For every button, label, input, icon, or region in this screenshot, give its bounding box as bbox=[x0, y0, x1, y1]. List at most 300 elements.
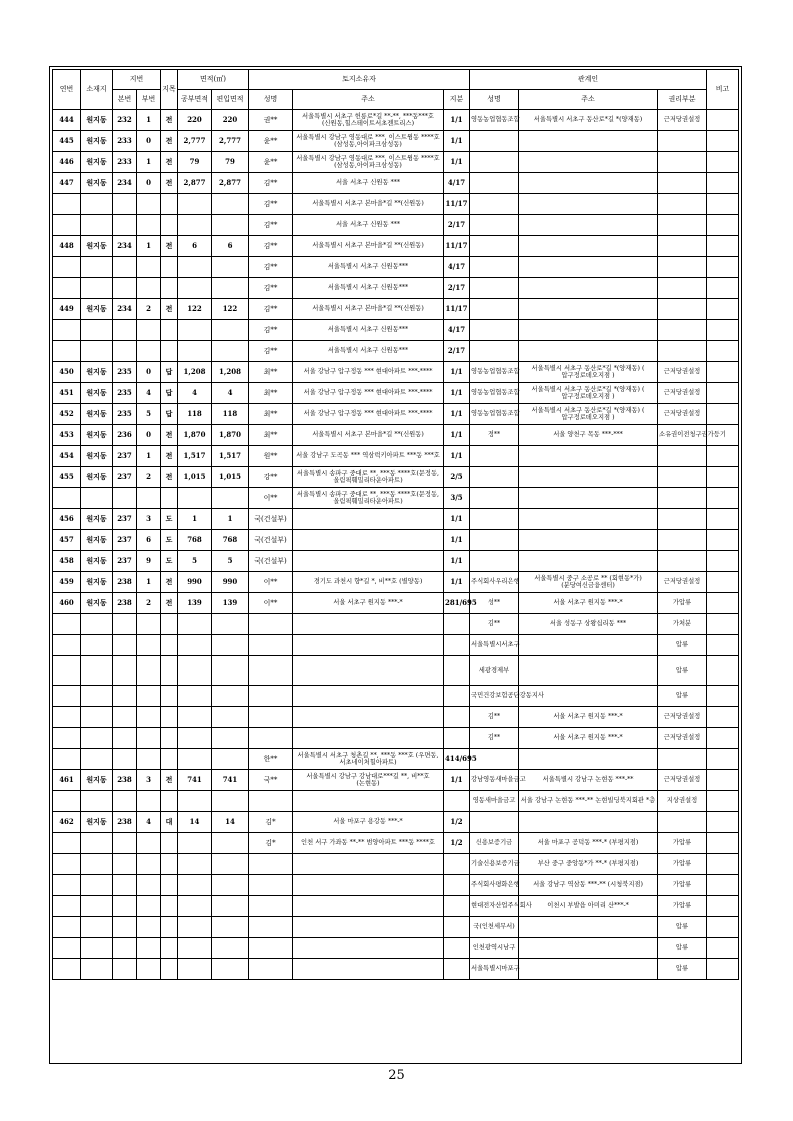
cell-right: 근저당권설정 bbox=[658, 383, 707, 404]
cell-seq: 459 bbox=[53, 572, 81, 593]
cell-incorp-area: 2,877 bbox=[212, 173, 249, 194]
cell-sub-no bbox=[137, 707, 161, 728]
cell-share bbox=[444, 854, 470, 875]
table-row bbox=[53, 320, 739, 341]
cell-incorp-area bbox=[212, 791, 249, 812]
cell-category: 도 bbox=[161, 530, 178, 551]
header-area: 면적(㎡) bbox=[178, 70, 249, 90]
cell-owner-name bbox=[249, 791, 293, 812]
cell-owner-name: 김* bbox=[249, 833, 293, 854]
cell-location bbox=[81, 488, 113, 509]
cell-right bbox=[658, 278, 707, 299]
cell-owner-addr bbox=[293, 896, 444, 917]
cell-note bbox=[707, 593, 739, 614]
cell-sub-no bbox=[137, 791, 161, 812]
cell-public-area: 1,208 bbox=[178, 362, 212, 383]
cell-right bbox=[658, 509, 707, 530]
header-incorp-area: 편입면적 bbox=[212, 90, 249, 110]
cell-party-addr bbox=[519, 635, 658, 656]
cell-public-area: 4 bbox=[178, 383, 212, 404]
cell-location: 원지동 bbox=[81, 131, 113, 152]
cell-category bbox=[161, 938, 178, 959]
cell-incorp-area bbox=[212, 488, 249, 509]
cell-location: 원지동 bbox=[81, 446, 113, 467]
cell-share: 1/1 bbox=[444, 551, 470, 572]
cell-main-no bbox=[113, 194, 137, 215]
cell-location: 원지동 bbox=[81, 383, 113, 404]
cell-party-name bbox=[470, 341, 519, 362]
cell-party-addr bbox=[519, 152, 658, 173]
cell-public-area bbox=[178, 686, 212, 707]
cell-incorp-area bbox=[212, 728, 249, 749]
cell-party-name bbox=[470, 257, 519, 278]
cell-seq bbox=[53, 320, 81, 341]
cell-party-addr bbox=[519, 959, 658, 980]
cell-main-no bbox=[113, 749, 137, 770]
cell-incorp-area: 768 bbox=[212, 530, 249, 551]
cell-seq bbox=[53, 686, 81, 707]
cell-owner-addr: 서울특별시 서초구 신원동*** bbox=[293, 320, 444, 341]
cell-note bbox=[707, 959, 739, 980]
cell-seq: 446 bbox=[53, 152, 81, 173]
cell-location bbox=[81, 614, 113, 635]
cell-incorp-area bbox=[212, 749, 249, 770]
table-row bbox=[53, 488, 739, 509]
cell-note bbox=[707, 257, 739, 278]
cell-owner-addr bbox=[293, 635, 444, 656]
cell-location bbox=[81, 341, 113, 362]
cell-sub-no bbox=[137, 938, 161, 959]
cell-sub-no: 3 bbox=[137, 770, 161, 791]
cell-note bbox=[707, 833, 739, 854]
cell-public-area bbox=[178, 728, 212, 749]
cell-seq: 453 bbox=[53, 425, 81, 446]
cell-party-name: 기술신용보증기금 bbox=[470, 854, 519, 875]
cell-share bbox=[444, 707, 470, 728]
cell-note bbox=[707, 383, 739, 404]
cell-party-name: 서울특별시서초구 bbox=[470, 635, 519, 656]
cell-sub-no bbox=[137, 686, 161, 707]
cell-owner-addr bbox=[293, 656, 444, 686]
cell-note bbox=[707, 938, 739, 959]
cell-note bbox=[707, 749, 739, 770]
table-row bbox=[53, 833, 739, 854]
cell-right: 근저당권설정 bbox=[658, 572, 707, 593]
cell-party-name: 김** bbox=[470, 707, 519, 728]
cell-right bbox=[658, 152, 707, 173]
cell-category bbox=[161, 749, 178, 770]
cell-main-no bbox=[113, 791, 137, 812]
cell-main-no bbox=[113, 707, 137, 728]
cell-right: 압류 bbox=[658, 938, 707, 959]
cell-public-area: 139 bbox=[178, 593, 212, 614]
cell-owner-addr: 서울 강남구 압구정동 *** 현대아파트 ***-**** bbox=[293, 362, 444, 383]
cell-owner-addr: 서울특별시 서초구 청촌길 **, ***동 ***호 (우면동,서초네이처힐아파트) bbox=[293, 749, 444, 770]
cell-seq: 450 bbox=[53, 362, 81, 383]
cell-sub-no bbox=[137, 635, 161, 656]
table-row bbox=[53, 875, 739, 896]
cell-incorp-area: 79 bbox=[212, 152, 249, 173]
cell-share: 1/1 bbox=[444, 530, 470, 551]
cell-main-no bbox=[113, 257, 137, 278]
cell-share: 11/17 bbox=[444, 299, 470, 320]
cell-owner-name: 김* bbox=[249, 812, 293, 833]
cell-category bbox=[161, 635, 178, 656]
cell-share: 1/1 bbox=[444, 446, 470, 467]
cell-main-no bbox=[113, 488, 137, 509]
cell-public-area bbox=[178, 341, 212, 362]
cell-share: 1/1 bbox=[444, 383, 470, 404]
cell-right bbox=[658, 467, 707, 488]
cell-location: 원지동 bbox=[81, 152, 113, 173]
cell-party-addr: 부산 중구 중앙동*가 **-* (부평지점) bbox=[519, 854, 658, 875]
cell-right bbox=[658, 215, 707, 236]
cell-location bbox=[81, 320, 113, 341]
cell-main-no bbox=[113, 686, 137, 707]
cell-party-name bbox=[470, 278, 519, 299]
cell-owner-name: 이** bbox=[249, 488, 293, 509]
table-row bbox=[53, 551, 739, 572]
cell-note bbox=[707, 362, 739, 383]
cell-sub-no bbox=[137, 257, 161, 278]
cell-share: 11/17 bbox=[444, 236, 470, 257]
table-row bbox=[53, 194, 739, 215]
cell-incorp-area: 1,015 bbox=[212, 467, 249, 488]
cell-sub-no bbox=[137, 875, 161, 896]
cell-incorp-area bbox=[212, 635, 249, 656]
cell-note bbox=[707, 509, 739, 530]
cell-share bbox=[444, 614, 470, 635]
cell-location: 원지동 bbox=[81, 425, 113, 446]
cell-category bbox=[161, 875, 178, 896]
cell-seq: 454 bbox=[53, 446, 81, 467]
cell-seq: 447 bbox=[53, 173, 81, 194]
cell-main-no bbox=[113, 614, 137, 635]
cell-party-addr bbox=[519, 551, 658, 572]
cell-owner-name bbox=[249, 635, 293, 656]
cell-right bbox=[658, 320, 707, 341]
header-category: 지목 bbox=[161, 70, 178, 110]
cell-owner-name: 이** bbox=[249, 572, 293, 593]
cell-category bbox=[161, 707, 178, 728]
table-row bbox=[53, 728, 739, 749]
cell-right bbox=[658, 551, 707, 572]
cell-sub-no bbox=[137, 656, 161, 686]
cell-sub-no bbox=[137, 833, 161, 854]
cell-share: 2/17 bbox=[444, 341, 470, 362]
cell-sub-no bbox=[137, 749, 161, 770]
cell-right: 가압류 bbox=[658, 896, 707, 917]
cell-party-name bbox=[470, 320, 519, 341]
header-location: 소재지 bbox=[81, 70, 113, 110]
cell-main-no: 233 bbox=[113, 152, 137, 173]
cell-incorp-area: 1 bbox=[212, 509, 249, 530]
cell-right bbox=[658, 812, 707, 833]
cell-owner-addr: 서울특별시 송파구 중대로 **, ***동 ****호(문정동, 올림픽훼밀리타운아파트) bbox=[293, 467, 444, 488]
cell-main-no bbox=[113, 917, 137, 938]
cell-owner-addr: 서울 강남구 압구정동 *** 현대아파트 ***-**** bbox=[293, 404, 444, 425]
cell-party-addr: 서울특별시 서초구 동산로*길 *(양재동) ( 압구정로데오지점 ) bbox=[519, 404, 658, 425]
cell-note bbox=[707, 194, 739, 215]
cell-main-no bbox=[113, 728, 137, 749]
cell-share bbox=[444, 728, 470, 749]
cell-sub-no: 2 bbox=[137, 299, 161, 320]
cell-seq bbox=[53, 875, 81, 896]
cell-note bbox=[707, 896, 739, 917]
cell-location bbox=[81, 686, 113, 707]
cell-seq bbox=[53, 791, 81, 812]
cell-incorp-area: 139 bbox=[212, 593, 249, 614]
table-row bbox=[53, 959, 739, 980]
cell-owner-addr bbox=[293, 509, 444, 530]
cell-party-name: 영동농업협동조합 bbox=[470, 110, 519, 131]
cell-note bbox=[707, 686, 739, 707]
cell-right: 근저당권설정 bbox=[658, 110, 707, 131]
cell-party-addr bbox=[519, 131, 658, 152]
cell-party-addr: 서울 강남구 논현동 ***-** 논현빌딩북지회관 *층 bbox=[519, 791, 658, 812]
table-row bbox=[53, 509, 739, 530]
cell-public-area bbox=[178, 257, 212, 278]
cell-seq: 455 bbox=[53, 467, 81, 488]
cell-location bbox=[81, 896, 113, 917]
cell-main-no bbox=[113, 833, 137, 854]
cell-public-area bbox=[178, 749, 212, 770]
cell-seq: 462 bbox=[53, 812, 81, 833]
cell-sub-no: 0 bbox=[137, 425, 161, 446]
cell-party-addr bbox=[519, 278, 658, 299]
cell-owner-addr: 서울 서초구 신원동 *** bbox=[293, 173, 444, 194]
cell-right: 근저당권설정 bbox=[658, 404, 707, 425]
cell-location: 원지동 bbox=[81, 236, 113, 257]
cell-owner-addr: 서울특별시 송파구 중대로 **, ***동 ****호(문정동, 올림픽훼밀리타운아파트) bbox=[293, 488, 444, 509]
cell-right: 가처분 bbox=[658, 614, 707, 635]
cell-location: 원지동 bbox=[81, 467, 113, 488]
cell-share: 1/1 bbox=[444, 404, 470, 425]
cell-seq bbox=[53, 854, 81, 875]
cell-seq bbox=[53, 728, 81, 749]
cell-seq: 460 bbox=[53, 593, 81, 614]
cell-owner-name: 강** bbox=[249, 467, 293, 488]
cell-owner-addr: 서울특별시 서초구 신원동*** bbox=[293, 278, 444, 299]
cell-seq bbox=[53, 938, 81, 959]
land-registry-table bbox=[52, 69, 739, 980]
cell-category bbox=[161, 488, 178, 509]
cell-share: 1/2 bbox=[444, 833, 470, 854]
cell-public-area: 2,877 bbox=[178, 173, 212, 194]
cell-category bbox=[161, 728, 178, 749]
cell-main-no: 235 bbox=[113, 383, 137, 404]
cell-note bbox=[707, 341, 739, 362]
cell-location bbox=[81, 635, 113, 656]
header-lot: 지번 bbox=[113, 70, 161, 90]
cell-seq: 458 bbox=[53, 551, 81, 572]
cell-incorp-area: 741 bbox=[212, 770, 249, 791]
cell-owner-addr bbox=[293, 551, 444, 572]
cell-location: 원지동 bbox=[81, 362, 113, 383]
cell-owner-name: 국(건설부) bbox=[249, 530, 293, 551]
cell-right: 근저당권설정 bbox=[658, 770, 707, 791]
cell-owner-name: 이** bbox=[249, 593, 293, 614]
cell-owner-addr bbox=[293, 614, 444, 635]
cell-owner-addr bbox=[293, 686, 444, 707]
cell-location bbox=[81, 728, 113, 749]
cell-incorp-area bbox=[212, 938, 249, 959]
cell-owner-addr bbox=[293, 959, 444, 980]
cell-main-no bbox=[113, 635, 137, 656]
cell-sub-no bbox=[137, 215, 161, 236]
cell-main-no: 234 bbox=[113, 173, 137, 194]
cell-incorp-area bbox=[212, 278, 249, 299]
cell-public-area bbox=[178, 854, 212, 875]
page-number: 25 bbox=[388, 1068, 405, 1083]
cell-public-area: 1,517 bbox=[178, 446, 212, 467]
cell-party-addr bbox=[519, 215, 658, 236]
cell-party-addr: 서울특별시 중구 소공로 ** (회현동*가) (분당여신금융센터) bbox=[519, 572, 658, 593]
cell-right: 지상권설정 bbox=[658, 791, 707, 812]
cell-public-area: 1,870 bbox=[178, 425, 212, 446]
cell-note bbox=[707, 152, 739, 173]
cell-incorp-area bbox=[212, 320, 249, 341]
cell-seq: 448 bbox=[53, 236, 81, 257]
cell-main-no: 237 bbox=[113, 530, 137, 551]
cell-right: 가압류 bbox=[658, 833, 707, 854]
table-row bbox=[53, 215, 739, 236]
cell-owner-addr bbox=[293, 938, 444, 959]
cell-incorp-area bbox=[212, 614, 249, 635]
cell-sub-no bbox=[137, 917, 161, 938]
cell-sub-no: 0 bbox=[137, 362, 161, 383]
cell-owner-name: 김** bbox=[249, 341, 293, 362]
cell-category: 전 bbox=[161, 299, 178, 320]
cell-party-name: 현대전자산업주식회사 bbox=[470, 896, 519, 917]
cell-location bbox=[81, 215, 113, 236]
cell-owner-addr: 서울 서초구 원지동 ***-* bbox=[293, 593, 444, 614]
cell-party-name bbox=[470, 530, 519, 551]
cell-sub-no: 2 bbox=[137, 467, 161, 488]
cell-sub-no bbox=[137, 854, 161, 875]
cell-right bbox=[658, 749, 707, 770]
cell-owner-addr bbox=[293, 728, 444, 749]
cell-sub-no: 9 bbox=[137, 551, 161, 572]
cell-location: 원지동 bbox=[81, 110, 113, 131]
cell-main-no bbox=[113, 875, 137, 896]
cell-category: 전 bbox=[161, 770, 178, 791]
cell-owner-name: 김** bbox=[249, 278, 293, 299]
cell-public-area bbox=[178, 614, 212, 635]
cell-main-no: 238 bbox=[113, 812, 137, 833]
cell-note bbox=[707, 446, 739, 467]
cell-owner-name: 김** bbox=[249, 194, 293, 215]
cell-share bbox=[444, 791, 470, 812]
cell-main-no: 234 bbox=[113, 236, 137, 257]
cell-category: 전 bbox=[161, 572, 178, 593]
cell-owner-name: 국(건설부) bbox=[249, 551, 293, 572]
cell-right: 압류 bbox=[658, 686, 707, 707]
cell-sub-no: 2 bbox=[137, 593, 161, 614]
cell-party-name: 성** bbox=[470, 593, 519, 614]
cell-note bbox=[707, 488, 739, 509]
table-row bbox=[53, 299, 739, 320]
cell-category: 답 bbox=[161, 383, 178, 404]
cell-sub-no: 1 bbox=[137, 152, 161, 173]
cell-party-addr bbox=[519, 299, 658, 320]
cell-category bbox=[161, 656, 178, 686]
table-row bbox=[53, 593, 739, 614]
cell-party-addr bbox=[519, 509, 658, 530]
cell-right bbox=[658, 173, 707, 194]
cell-note bbox=[707, 530, 739, 551]
cell-note bbox=[707, 215, 739, 236]
cell-incorp-area: 6 bbox=[212, 236, 249, 257]
cell-public-area: 220 bbox=[178, 110, 212, 131]
cell-party-name bbox=[470, 551, 519, 572]
cell-right: 압류 bbox=[658, 959, 707, 980]
cell-incorp-area bbox=[212, 917, 249, 938]
cell-owner-addr bbox=[293, 530, 444, 551]
table-row bbox=[53, 152, 739, 173]
cell-right: 근저당권설정 bbox=[658, 728, 707, 749]
cell-note bbox=[707, 236, 739, 257]
cell-sub-no: 5 bbox=[137, 404, 161, 425]
cell-note bbox=[707, 770, 739, 791]
cell-sub-no: 1 bbox=[137, 236, 161, 257]
cell-seq: 451 bbox=[53, 383, 81, 404]
cell-incorp-area: 118 bbox=[212, 404, 249, 425]
cell-party-name: 세광경제부 bbox=[470, 656, 519, 686]
cell-main-no bbox=[113, 656, 137, 686]
cell-incorp-area: 5 bbox=[212, 551, 249, 572]
cell-share: 1/1 bbox=[444, 110, 470, 131]
cell-seq bbox=[53, 635, 81, 656]
cell-owner-addr: 경기도 과천시 향*길 *, 비**호 (별양동) bbox=[293, 572, 444, 593]
cell-right: 가압류 bbox=[658, 593, 707, 614]
cell-right: 가압류 bbox=[658, 875, 707, 896]
cell-public-area bbox=[178, 938, 212, 959]
cell-sub-no: 4 bbox=[137, 383, 161, 404]
cell-owner-name: 국** bbox=[249, 770, 293, 791]
cell-owner-addr: 서울특별시 서초구 본마을*길 **(신원동) bbox=[293, 425, 444, 446]
table-row bbox=[53, 635, 739, 656]
cell-owner-name bbox=[249, 938, 293, 959]
cell-main-no: 232 bbox=[113, 110, 137, 131]
cell-share: 4/17 bbox=[444, 173, 470, 194]
cell-sub-no bbox=[137, 959, 161, 980]
cell-owner-addr: 인천 서구 가좌동 **-** 범양아파트 ***동 ****호 bbox=[293, 833, 444, 854]
cell-owner-name bbox=[249, 875, 293, 896]
cell-location: 원지동 bbox=[81, 509, 113, 530]
cell-public-area bbox=[178, 278, 212, 299]
cell-main-no: 237 bbox=[113, 509, 137, 530]
header-party: 관계인 bbox=[470, 70, 707, 90]
header-note: 비고 bbox=[707, 70, 739, 110]
cell-share bbox=[444, 959, 470, 980]
table-row bbox=[53, 686, 739, 707]
cell-note bbox=[707, 572, 739, 593]
table-row bbox=[53, 341, 739, 362]
cell-location: 원지동 bbox=[81, 173, 113, 194]
cell-party-addr bbox=[519, 236, 658, 257]
cell-main-no bbox=[113, 896, 137, 917]
cell-public-area bbox=[178, 896, 212, 917]
cell-note bbox=[707, 173, 739, 194]
cell-seq bbox=[53, 278, 81, 299]
cell-sub-no bbox=[137, 194, 161, 215]
table-row bbox=[53, 173, 739, 194]
cell-public-area bbox=[178, 635, 212, 656]
cell-public-area bbox=[178, 875, 212, 896]
table-row bbox=[53, 131, 739, 152]
cell-public-area: 990 bbox=[178, 572, 212, 593]
